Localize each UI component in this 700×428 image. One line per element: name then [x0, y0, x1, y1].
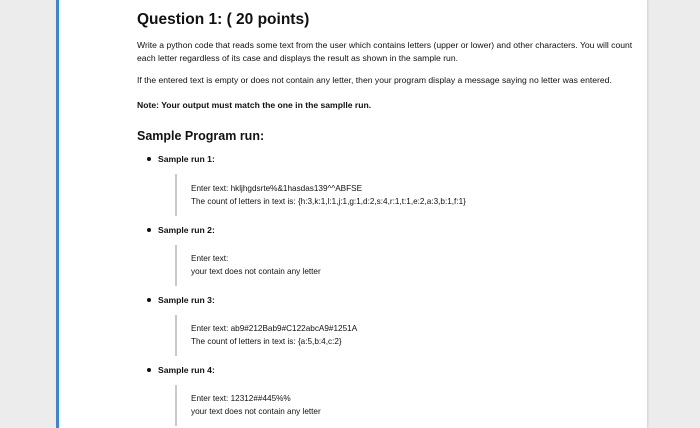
bullet-icon — [147, 157, 151, 161]
question-empty-rule: If the entered text is empty or does not contain any letter, then your program display a message saying no letter was entered. — [137, 75, 612, 85]
sample-output-block — [175, 245, 637, 286]
sample-heading: Sample Program run: — [137, 129, 265, 143]
sample-run-3 — [147, 294, 637, 356]
sample-run-4 — [147, 364, 637, 426]
sample-run-label: Sample run 4: — [158, 365, 215, 375]
bullet-icon — [147, 228, 151, 232]
output-note: Note: Your output must match the one in the samplle run. — [137, 100, 372, 110]
sample-output-block — [175, 174, 637, 216]
question-description: Write a python code that reads some text from the user which contains letters (upper or lower) and other characters. You will count each letter regardless of its case and displays the result as shown in the sample run. — [137, 40, 633, 63]
bullet-icon — [147, 298, 151, 302]
question-content — [137, 10, 637, 426]
sample-result-line: The count of letters in text is: {a:5,b:4,c:2} — [191, 336, 342, 346]
sample-run-label: Sample run 1: — [158, 154, 215, 164]
sample-run-2 — [147, 224, 637, 286]
sample-result-line: The count of letters in text is: {h:3,k:1,l:1,j:1,g:1,d:2,s:4,r:1,t:1,e:2,a:3,b:1,f:1} — [191, 196, 466, 206]
sample-run-label: Sample run 2: — [158, 225, 215, 235]
sample-result-line: your text does not contain any letter — [191, 406, 321, 416]
document-page — [56, 0, 647, 428]
sample-input-line: Enter text: — [191, 254, 229, 263]
sample-run-label: Sample run 3: — [158, 295, 215, 305]
bullet-icon — [147, 368, 151, 372]
sample-run-1 — [147, 153, 637, 216]
question-title: Question 1: ( 20 points) — [137, 11, 310, 28]
sample-result-line: your text does not contain any letter — [191, 266, 321, 276]
sample-input-line: Enter text: ab9#212Bab9#C122abcA9#1251A — [191, 324, 358, 333]
sample-input-line: Enter text: hkljhgdsrte%&1hasdas139^^ABFSE — [191, 184, 363, 193]
sample-output-block — [175, 385, 637, 426]
sample-output-block — [175, 315, 637, 356]
sample-input-line: Enter text: 12312##445%% — [191, 394, 291, 403]
